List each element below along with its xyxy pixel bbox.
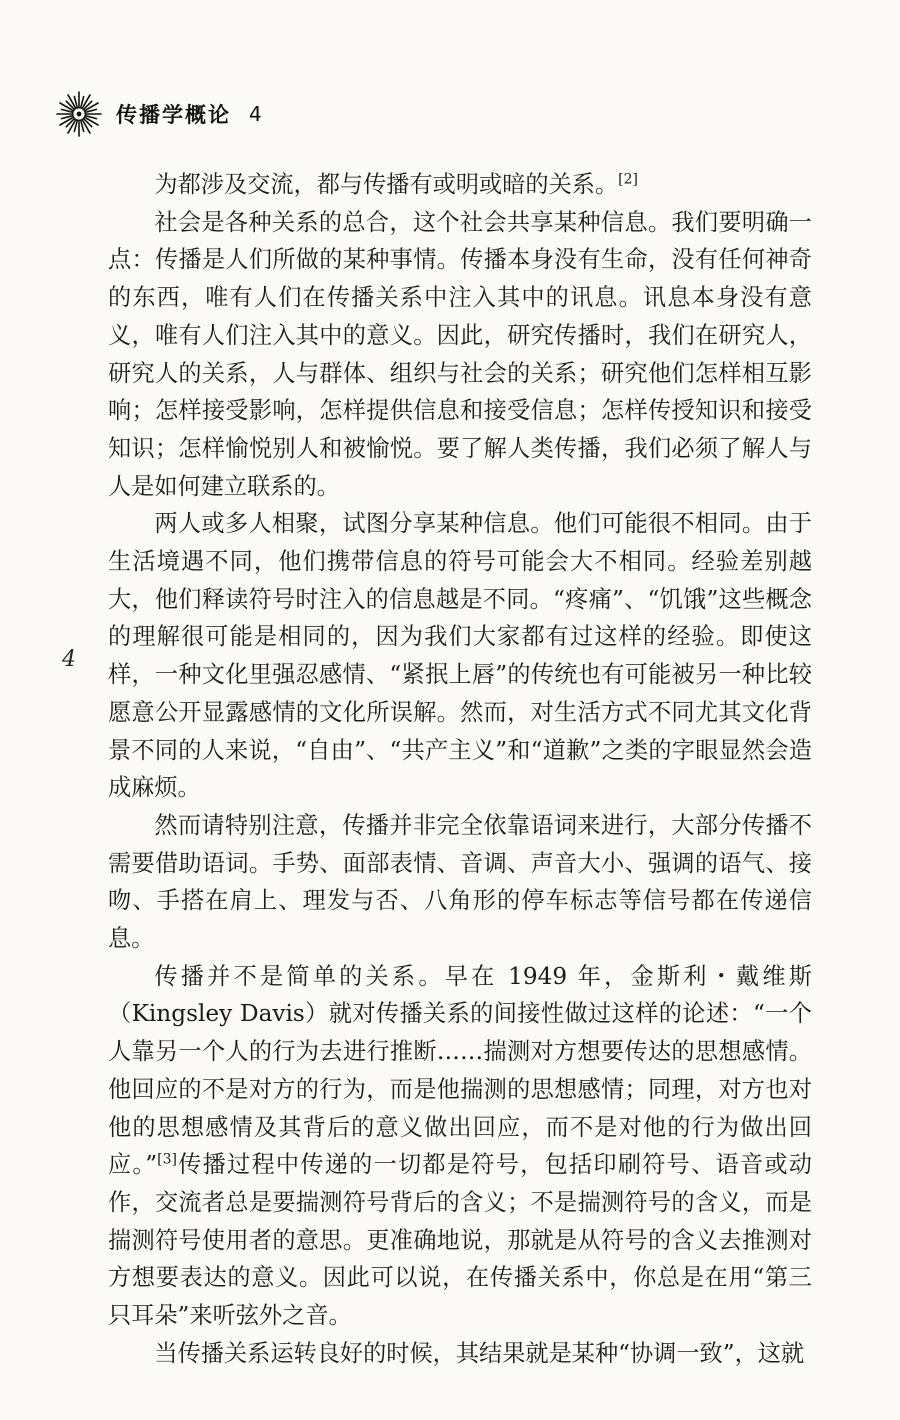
- paragraph-continued: [108, 166, 812, 204]
- paragraph: [108, 505, 812, 807]
- sunburst-emblem-icon: [54, 89, 104, 139]
- book-title: 传播学概论: [116, 103, 231, 127]
- paragraph-text-continued: 传播过程中传递的一切都是符号，包括印刷符号、语音或动作，交流者总是要揣测符号背后的含义；不是揣测符号的含义，而是揣测符号使用者的意思。更准确地说，那就是从符号的含义去推测对方想要表达的意义。因此可以说，在传播关系中，你总是在用“第三只耳朵”来听弦外之音。: [108, 1151, 812, 1330]
- paragraph-text: 社会是各种关系的总合，这个社会共享某种信息。我们要明确一点：传播是人们所做的某种事情。传播本身没有生命，没有任何神奇的东西，唯有人们在传播关系中注入其中的讯息。讯息本身没有意义，唯有人们注入其中的意义。因此，研究传播时，我们在研究人，研究人的关系，人与群体、组织与社会的关系；研究他们怎样相互影响；怎样接受影响，怎样提供信息和接受信息；怎样传授知识和接受知识；怎样愉悦别人和被愉悦。要了解人类传播，我们必须了解人与人是如何建立联系的。: [108, 208, 812, 500]
- body-text: [108, 166, 812, 1373]
- paragraph-text: 传播并不是简单的关系。早在 1949 年，金斯利・戴维斯（Kingsley Davis）就对传播关系的间接性做过这样的论述：“一个人靠另一个人的行为去进行推断……揣测对方想要传达的思想感情。他回应的不是对方的行为，而是他揣测的思想感情；同理，对方也对他的思想感情及其背后的意义做出回应，而不是对他的行为做出回应。”: [108, 962, 812, 1179]
- paragraph: [108, 807, 812, 958]
- page-number: 4: [249, 102, 262, 126]
- citation-marker: [2]: [618, 171, 638, 188]
- paragraph-text: 然而请特别注意，传播并非完全依靠语词来进行，大部分传播不需要借助语词。手势、面部表情、音调、声音大小、强调的语气、接吻、手搭在肩上、理发与否、八角形的停车标志等信号都在传递信息。: [108, 811, 812, 953]
- paragraph-text: 当传播关系运转良好的时候，其结果就是某种“协调一致”，这就: [154, 1339, 805, 1367]
- paragraph: [108, 204, 812, 506]
- running-header: [54, 88, 262, 140]
- paragraph-text: 两人或多人相聚，试图分享某种信息。他们可能很不相同。由于生活境遇不同，他们携带信息的符号可能会大不相同。经验差别越大，他们释读符号时注入的信息越是不同。“疼痛”、“饥饿”这些概念的理解很可能是相同的，因为我们大家都有过这样的经验。即使这样，一种文化里强忍感情、“紧抿上唇”的传统也有可能被另一种比较愿意公开显露感情的文化所误解。然而，对生活方式不同尤其文化背景不同的人来说，“自由”、“共产主义”和“道歉”之类的字眼显然会造成麻烦。: [108, 510, 812, 802]
- citation-marker: [3]: [157, 1151, 177, 1168]
- paragraph: [108, 1335, 812, 1373]
- paragraph-text: 为都涉及交流，都与传播有或明或暗的关系。: [154, 171, 619, 198]
- paragraph: [108, 958, 812, 1335]
- margin-page-marker: 4: [62, 647, 76, 672]
